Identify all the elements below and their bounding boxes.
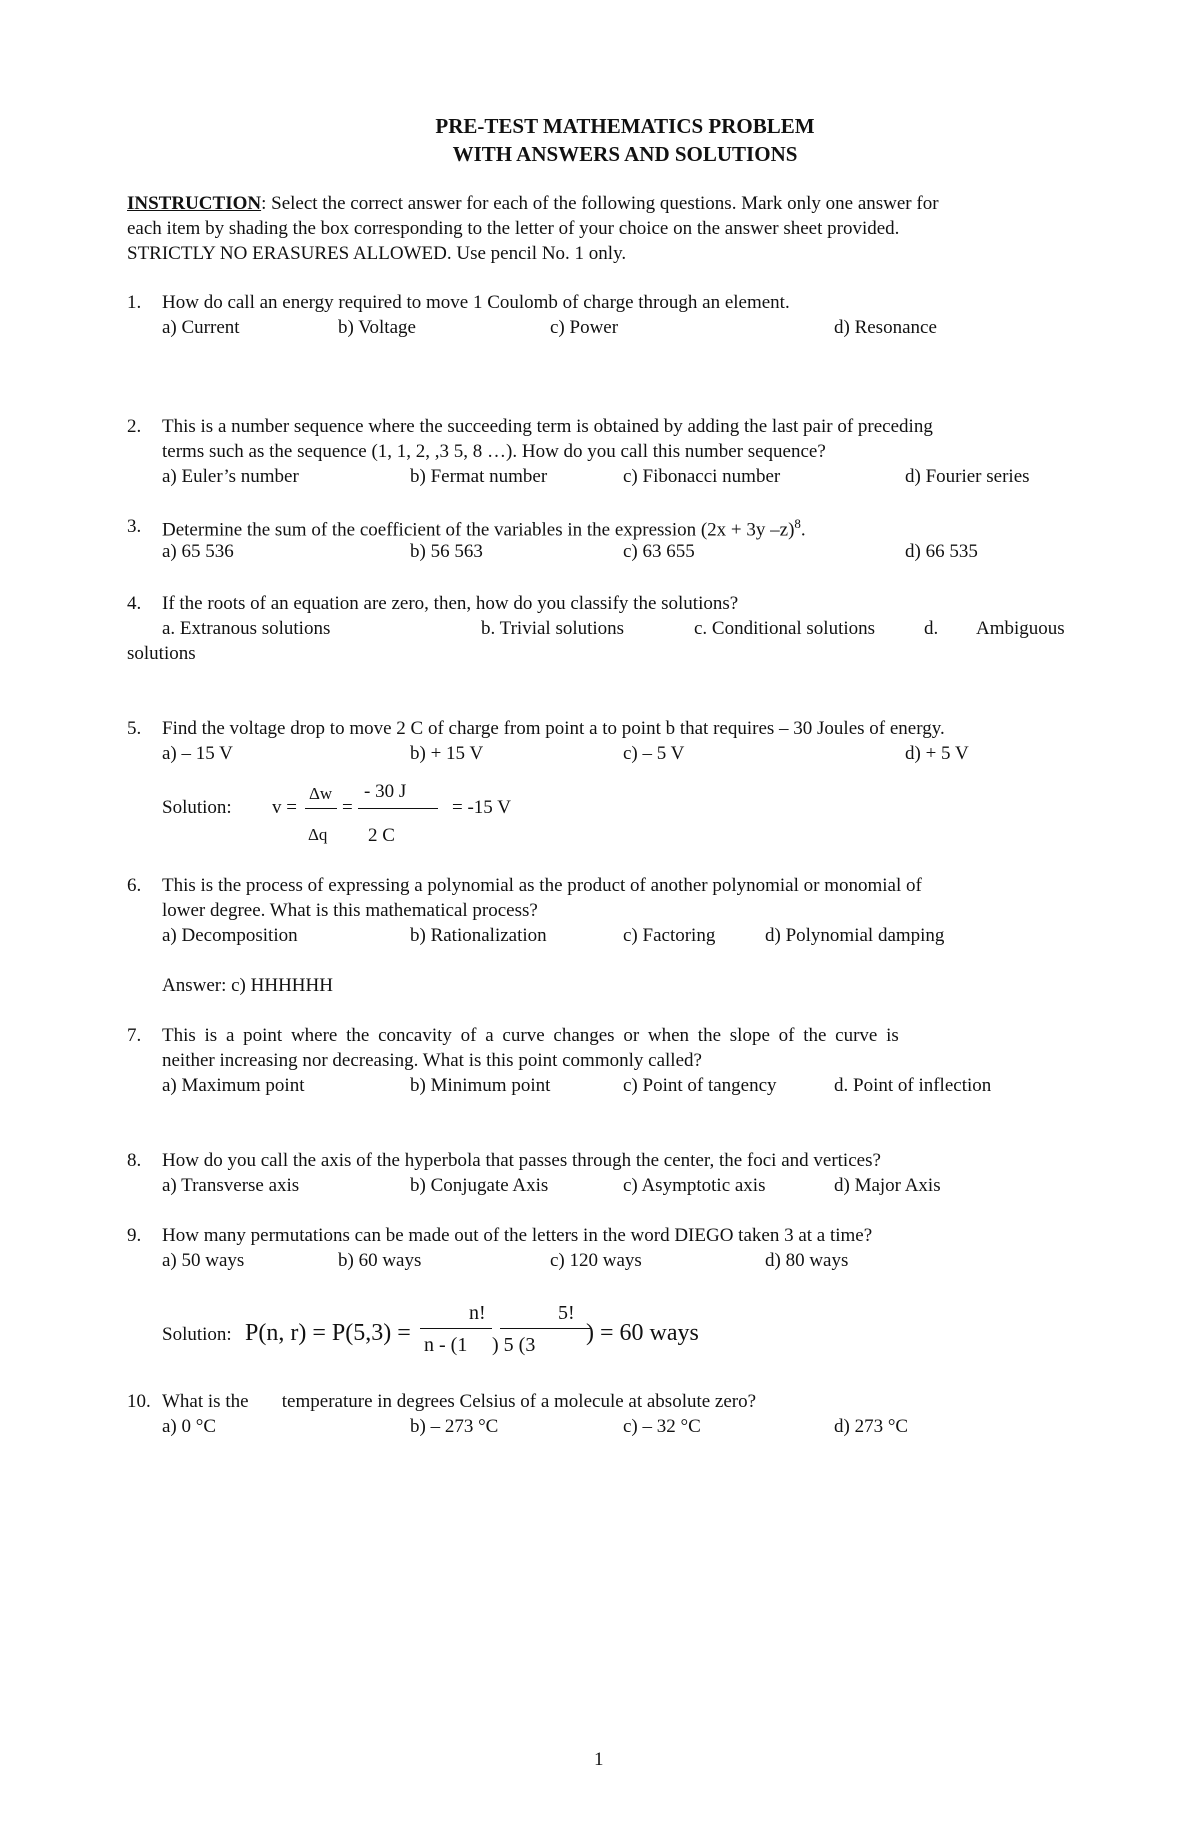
solution-lhs: v =	[272, 797, 297, 818]
option-d-wrap: solutions	[127, 643, 196, 664]
solution-permutation: P(n, r) = P(5,3) =	[245, 1320, 411, 1346]
option-a: a) 65 536	[162, 541, 234, 562]
fraction-numerator: Δw	[309, 784, 333, 803]
fraction-bar	[420, 1328, 492, 1329]
option-c: c) – 5 V	[623, 743, 685, 764]
option-a: a) Maximum point	[162, 1075, 305, 1096]
question-text: This is a point where the concavity of a curve changes or when the slope of the curve is	[162, 1025, 899, 1046]
question-text: If the roots of an equation are zero, then, how do you classify the solutions?	[162, 593, 739, 614]
question-text: What is the temperature in degrees Celsius of a molecule at absolute zero?	[162, 1391, 757, 1412]
fraction-denominator: 2 C	[368, 825, 395, 846]
question-number: 10.	[127, 1391, 151, 1412]
option-b: b) 60 ways	[338, 1250, 422, 1271]
solution-label: Solution:	[162, 797, 232, 818]
fraction-numerator: n!	[469, 1302, 486, 1324]
option-a: a) Euler’s number	[162, 466, 299, 487]
question-text: How many permutations can be made out of the letters in the word DIEGO taken 3 at a time?	[162, 1225, 873, 1246]
option-d: d) Fourier series	[905, 466, 1030, 487]
solution-label: Solution:	[162, 1324, 232, 1345]
option-b: b) – 273 °C	[410, 1416, 499, 1437]
option-c: c) – 32 °C	[623, 1416, 701, 1437]
instruction-text-1: : Select the correct answer for each of the following questions. Mark only one answer for	[261, 193, 939, 214]
option-d: Ambiguous	[976, 618, 1065, 639]
option-a: a) Transverse axis	[162, 1175, 300, 1196]
exponent: 8	[794, 516, 801, 531]
title-line-1: PRE-TEST MATHEMATICS PROBLEM	[435, 114, 815, 138]
option-c: c) Asymptotic axis	[623, 1175, 766, 1196]
fraction-denominator: n - (1	[424, 1334, 468, 1356]
question-text: This is a number sequence where the succeeding term is obtained by adding the last pair of preceding	[162, 416, 933, 437]
fraction-bar	[500, 1328, 590, 1329]
fraction-numerator: - 30 J	[364, 781, 407, 802]
page-number: 1	[594, 1749, 604, 1770]
option-a: a) – 15 V	[162, 743, 233, 764]
question-text: How do call an energy required to move 1 Coulomb of charge through an element.	[162, 292, 790, 313]
option-b: b) Minimum point	[410, 1075, 551, 1096]
question-number: 2.	[127, 416, 142, 437]
question-number: 1.	[127, 292, 142, 313]
option-d: d) Resonance	[834, 317, 937, 338]
option-b: b) 56 563	[410, 541, 483, 562]
option-d: d) Polynomial damping	[765, 925, 945, 946]
fraction-numerator: 5!	[558, 1302, 575, 1324]
option-c: c. Conditional solutions	[694, 618, 876, 639]
option-c: c) Fibonacci number	[623, 466, 781, 487]
option-a: a) Decomposition	[162, 925, 298, 946]
fraction-bar	[305, 808, 337, 809]
option-a: a) 0 °C	[162, 1416, 217, 1437]
instruction-line-3: STRICTLY NO ERASURES ALLOWED. Use pencil No. 1 only.	[127, 243, 627, 264]
option-a: a) Current	[162, 317, 240, 338]
question-text-tail: .	[800, 519, 806, 541]
option-c: c) 120 ways	[550, 1250, 642, 1271]
question-text-main: Determine the sum of the coefficient of the variables in the expression (2x + 3y –z)	[162, 519, 795, 541]
option-d: d) 273 °C	[834, 1416, 909, 1437]
option-d: d) 80 ways	[765, 1250, 849, 1271]
fraction-denominator: Δq	[308, 825, 328, 844]
option-d-letter: d.	[924, 618, 939, 639]
question-text: terms such as the sequence (1, 1, 2, ,3 5, 8 …). How do you call this number sequence?	[162, 441, 826, 462]
option-b: b) Rationalization	[410, 925, 547, 946]
answer-text: Answer: c) HHHHHH	[162, 975, 333, 996]
instruction-label: INSTRUCTION	[127, 193, 262, 214]
question-number: 5.	[127, 718, 142, 739]
question-number: 7.	[127, 1025, 142, 1046]
option-b: b) Voltage	[338, 317, 416, 338]
option-b: b) + 15 V	[410, 743, 484, 764]
question-number: 3.	[127, 516, 142, 537]
question-text: neither increasing nor decreasing. What is this point commonly called?	[162, 1050, 702, 1071]
option-c: c) Point of tangency	[623, 1075, 777, 1096]
instruction-line-1	[127, 193, 939, 215]
question-number: 8.	[127, 1150, 142, 1171]
question-text: This is the process of expressing a polynomial as the product of another polynomial or monomial of	[162, 875, 922, 896]
fraction-bar	[358, 808, 438, 809]
question-text: lower degree. What is this mathematical process?	[162, 900, 538, 921]
solution-equals: =	[342, 797, 353, 818]
solution-result: ) = 60 ways	[586, 1320, 699, 1346]
question-text: How do you call the axis of the hyperbola that passes through the center, the foci and vertices?	[162, 1150, 881, 1171]
option-b: b) Fermat number	[410, 466, 548, 487]
question-number: 4.	[127, 593, 142, 614]
option-c: c) Factoring	[623, 925, 716, 946]
instruction-line-2: each item by shading the box corresponding to the letter of your choice on the answer sheet provided.	[127, 218, 900, 239]
question-number: 6.	[127, 875, 142, 896]
option-c: c) Power	[550, 317, 619, 338]
question-text	[162, 516, 806, 541]
option-a: a. Extranous solutions	[162, 618, 331, 639]
fraction-denominator: ) 5 (3	[492, 1334, 536, 1356]
option-b: b. Trivial solutions	[481, 618, 625, 639]
option-d: d) 66 535	[905, 541, 978, 562]
question-text: Find the voltage drop to move 2 C of charge from point a to point b that requires – 30 Joules of energy.	[162, 718, 945, 739]
option-a: a) 50 ways	[162, 1250, 245, 1271]
title-line-2: WITH ANSWERS AND SOLUTIONS	[452, 142, 798, 166]
option-c: c) 63 655	[623, 541, 695, 562]
option-d: d) + 5 V	[905, 743, 969, 764]
option-b: b) Conjugate Axis	[410, 1175, 549, 1196]
question-number: 9.	[127, 1225, 142, 1246]
option-d: d. Point of inflection	[834, 1075, 992, 1096]
solution-result: = -15 V	[452, 797, 511, 818]
option-d: d) Major Axis	[834, 1175, 941, 1196]
